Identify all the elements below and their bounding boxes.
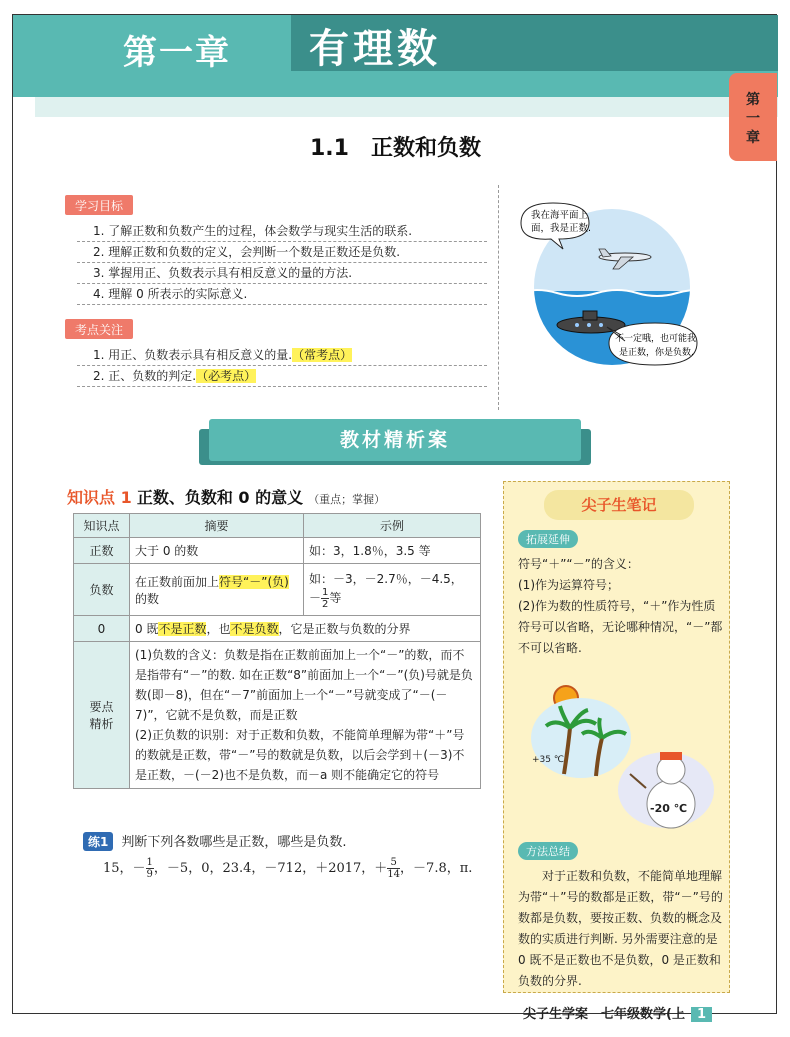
- table-header: 摘要: [130, 514, 304, 538]
- section-banner: 教材精析案: [209, 419, 581, 461]
- fraction: [146, 857, 154, 880]
- fraction-denominator: 9: [146, 869, 153, 880]
- cartoon-illustration: [517, 195, 699, 375]
- fraction-numerator: 1: [322, 586, 329, 598]
- exercise-prompt: 判断下列各数哪些是正数，哪些是负数.: [121, 835, 347, 850]
- knowledge-point-note: （重点；掌握）: [308, 493, 386, 506]
- goals-list: [77, 221, 487, 305]
- top-bubble-line1: 我在海平面上: [531, 210, 589, 221]
- exercise-segment: 15，－: [103, 861, 146, 876]
- bottom-bubble-line2: 是正数，你是负数.: [619, 348, 694, 358]
- knowledge-point-title: [67, 485, 385, 508]
- temperature-illustration: [526, 678, 716, 838]
- row-name-line: 要点: [89, 700, 114, 714]
- table-row: [74, 564, 481, 616]
- knowledge-table: [73, 513, 481, 789]
- focus-item: [77, 345, 487, 366]
- table-row: [74, 538, 481, 564]
- fraction-numerator: 1: [146, 857, 153, 868]
- fraction: [387, 857, 400, 880]
- section-title: 1.1 正数和负数: [310, 136, 481, 161]
- summary-highlight: 符号“－”(负): [219, 574, 289, 589]
- example-text: 等: [329, 590, 342, 605]
- key-analysis-text: (1)负数的含义：负数是指在正数前面加上一个“－”的数，而不是指带有“－”的数. 如在正数“8”前面加上一个“－”(负)号就是负数(即－8)，但在“－7”前面加上一个“－”号就变成了“－(－7)”，它就不是负数，而是正数 (2)正负数的识别：对于正数和负数，不能简单理解为带“＋”号的数就是正数，带“－”号的数就是负数，以后会学到＋(－3)不是正数，－(－2)也不是负数，而－a 则不能确定它的符号: [130, 642, 481, 789]
- goal-item: 1. 了解正数和负数产生的过程，体会数学与现实生活的联系.: [77, 221, 487, 242]
- summary-text: 在正数前面加上: [135, 574, 220, 589]
- goals-tag: 学习目标: [65, 195, 133, 215]
- top-bubble-line2: 面，我是正数.: [531, 223, 592, 234]
- row-example: 如：－3，－2.7％，－4.5， － $\frac{1}{2}$ 等: [304, 564, 481, 616]
- method-summary-text: 对于正数和负数，不能简单地理解为带“＋”号的数都是正数，带“－”号的数都是负数，要按正数、负数的概念及数的实质进行判断. 另外需要注意的是 0 既不是正数也不是负数，0 是正数和负数的分界.: [518, 869, 723, 988]
- goal-item: 4. 理解 0 所表示的实际意义.: [77, 284, 487, 305]
- side-tab-text: 第一章: [746, 92, 760, 146]
- column-divider: [498, 185, 499, 410]
- knowledge-point-label: 知识点 1: [67, 488, 132, 507]
- row-summary: [130, 564, 304, 616]
- row-name: 正数: [74, 538, 130, 564]
- exercise-prompt-row: [83, 831, 347, 851]
- row-summary: [130, 616, 481, 642]
- page-number: 1: [691, 1007, 712, 1022]
- fraction-denominator: 14: [387, 869, 401, 880]
- chapter-title: 有理数: [309, 26, 441, 72]
- focus-tag: 考点关注: [65, 319, 133, 339]
- row-name: 负数: [74, 564, 130, 616]
- row-example: 如：3，1.8％，3.5 等: [304, 538, 481, 564]
- airplane-submarine-cartoon: [517, 195, 699, 375]
- table-header-row: [74, 514, 481, 538]
- row-summary: 大于 0 的数: [130, 538, 304, 564]
- zero-text: ，它是正数与负数的分界: [278, 622, 411, 636]
- extension-tag: 拓展延伸: [518, 530, 578, 548]
- cold-temperature: -20 ℃: [650, 802, 688, 815]
- page-footer: [523, 1003, 712, 1022]
- top-student-notes-panel: [503, 481, 730, 993]
- focus-item-text: 1. 用正、负数表示具有相反意义的量.: [93, 348, 293, 362]
- summary-text: 的数: [135, 591, 160, 606]
- focus-item-mark: （常考点）: [292, 348, 353, 362]
- focus-item-text: 2. 正、负数的判定.: [93, 369, 197, 383]
- goal-item: 3. 掌握用正、负数表示具有相反意义的量的方法.: [77, 263, 487, 284]
- table-row: [74, 616, 481, 642]
- row-name-line: 精析: [89, 717, 114, 731]
- exercise-numbers: [103, 857, 472, 880]
- goal-item: 2. 理解正数和负数的定义，会判断一个数是正数还是负数.: [77, 242, 487, 263]
- fraction-numerator: 5: [387, 857, 400, 869]
- focus-item: [77, 366, 487, 387]
- example-text: 如：－3，－2.7％，－4.5，: [309, 571, 463, 586]
- zero-text: 0 既: [135, 622, 159, 636]
- focus-list: [77, 345, 487, 387]
- table-header: 示例: [304, 514, 481, 538]
- bottom-bubble-line1: 不一定哦，也可能我: [615, 334, 697, 344]
- table-header: 知识点: [74, 514, 130, 538]
- zero-text: ，也: [206, 622, 231, 636]
- exercise-segment: ，－7.8，π.: [400, 861, 473, 876]
- header-strip: [35, 97, 778, 117]
- method-summary-tag: 方法总结: [518, 842, 578, 860]
- fraction-denominator: 2: [322, 598, 329, 610]
- exercise-segment: ，－5，0，23.4，－712，＋2017，＋: [153, 861, 388, 876]
- temperature-scene: [526, 678, 716, 838]
- notes-title: 尖子生笔记: [544, 490, 694, 520]
- hot-temperature: +35 ℃: [532, 755, 564, 765]
- zero-highlight: 不是正数: [158, 622, 207, 636]
- extension-text: 符号“＋”“－”的含义： (1)作为运算符号； (2)作为数的性质符号，“＋”作为性质符号可以省略，无论哪种情况，“－”都不可以省略.: [518, 557, 723, 655]
- zero-highlight: 不是负数: [230, 622, 279, 636]
- chapter-label: 第一章: [123, 33, 231, 73]
- focus-item-mark: （必考点）: [196, 369, 257, 383]
- textbook-page: [12, 14, 777, 1022]
- exercise-badge: 练1: [83, 832, 113, 851]
- row-name: 0: [74, 616, 130, 642]
- footer-text: 尖子生学案 七年级数学(上: [523, 1007, 685, 1022]
- knowledge-point-heading: 正数、负数和 0 的意义: [136, 488, 304, 507]
- table-row: [74, 642, 481, 789]
- row-name: [74, 642, 130, 789]
